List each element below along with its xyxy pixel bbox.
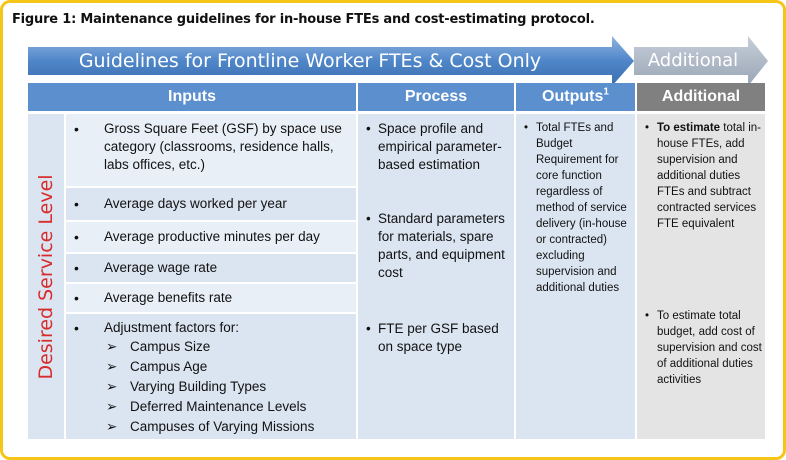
bullet: • (645, 310, 650, 322)
bullet: • (74, 229, 79, 245)
bullet: • (74, 196, 79, 212)
outputs-header: Outputs$^1$ (542, 86, 609, 105)
bullet: • (524, 122, 529, 134)
side-label: Desired Service Level (35, 173, 57, 380)
inputs-header: Inputs (168, 88, 216, 105)
bullet: • (645, 122, 650, 134)
process-column: • Space profile and empirical parameter-based estimation • Standard parameters for materials, spare parts, and equipment cost • FTE per GSF based on space type (366, 121, 505, 354)
outputs-footnote-mark: 1 (603, 86, 609, 98)
arrow-bullet-icon: ➢ (106, 359, 118, 374)
bullet: • (74, 121, 79, 137)
bullet: • (366, 121, 371, 136)
side-panel (28, 114, 64, 439)
bullet: • (366, 321, 371, 336)
bullet: • (74, 290, 79, 306)
banner-additional-label: Additional (647, 50, 739, 71)
bullet: • (74, 260, 79, 276)
input-item-adjustments: • Adjustment factors for: ➢ Campus Size ➢ Campus Age ➢ Varying Building Types ➢ Deferred Maintenance Levels ➢ Campuses of Varying Missions (66, 319, 356, 437)
additional-header: Additional (661, 88, 741, 105)
arrow-bullet-icon: ➢ (106, 419, 118, 434)
banner-main-label: Guidelines for Frontline Worker FTEs & Cost Only (78, 50, 542, 72)
arrow-bullet-icon: ➢ (106, 339, 118, 354)
figure-title: Figure 1: Maintenance guidelines for in-house FTEs and cost-estimating protocol. (12, 12, 595, 27)
input-item-gsf: • Gross Square Feet (GSF) by space use category (classrooms, residence halls, labs offices, etc.) (74, 121, 342, 172)
process-header: Process (404, 88, 468, 105)
arrow-bullet-icon: ➢ (106, 399, 118, 414)
additional-column: • To estimate total in-house FTEs, add supervision and additional duties FTEs and subtract contracted services FTE equivalent • To estimate total budget, add cost of supervision and cost of additional duties activities (645, 122, 762, 386)
outputs-column: • Total FTEs and Budget Requirement for core function regardless of method of service delivery (in-house or contracted) excluding supervision and additional duties (524, 122, 627, 294)
arrow-bullet-icon: ➢ (106, 379, 118, 394)
bullet: • (366, 211, 371, 226)
bullet: • (74, 320, 79, 336)
